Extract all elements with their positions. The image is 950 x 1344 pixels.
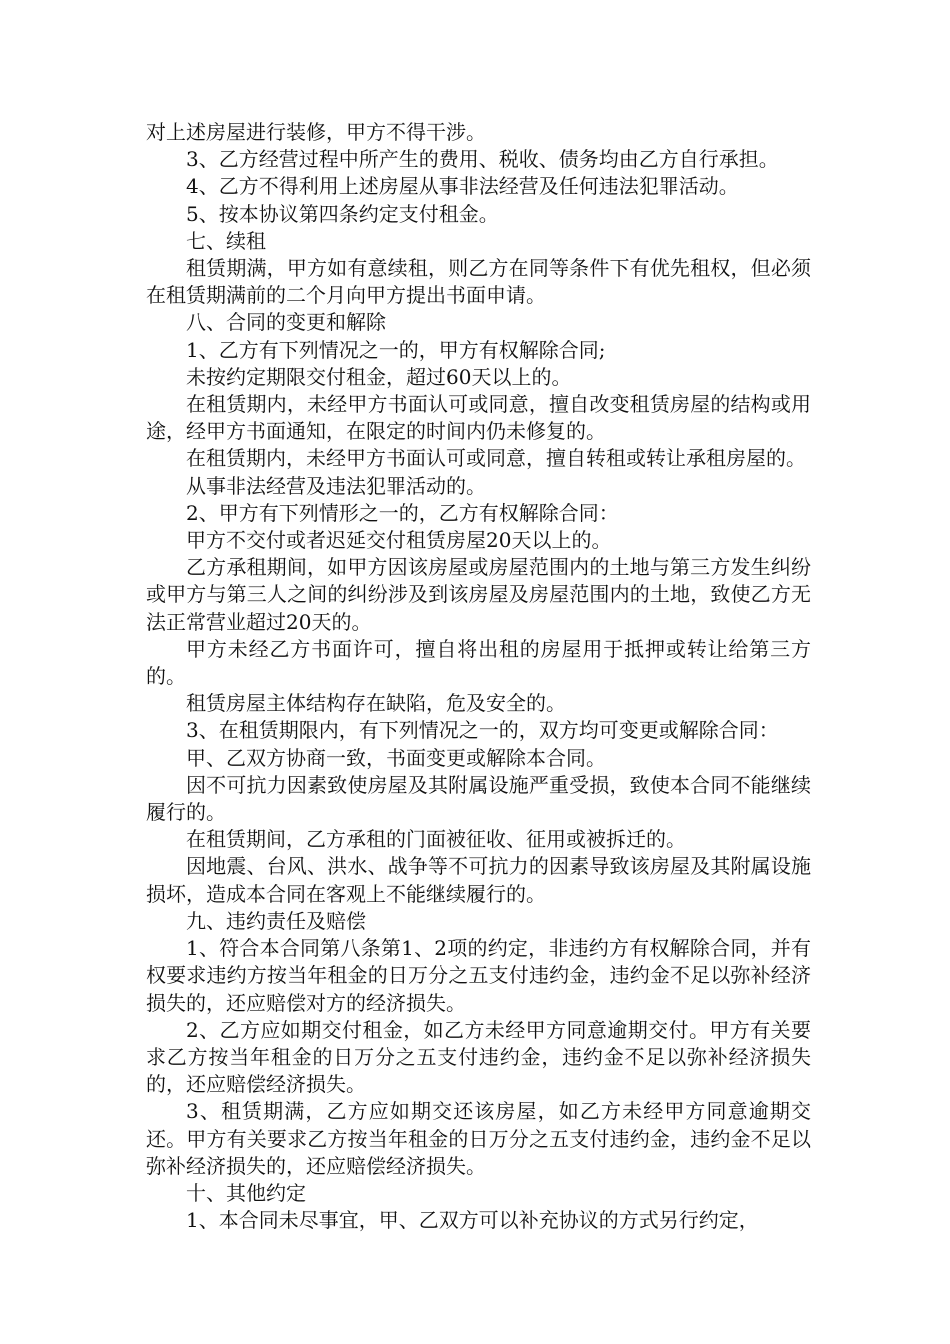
- paragraph: 3、乙方经营过程中所产生的费用、税收、债务均由乙方自行承担。: [186, 147, 779, 172]
- paragraph: 七、续租: [186, 228, 266, 253]
- paragraph: 租赁期满，甲方如有意续租，则乙方在同等条件下有优先租权，但必须在租赁期满前的二个月向甲方提出书面申请。: [146, 256, 811, 308]
- paragraph: 5、按本协议第四条约定支付租金。: [186, 201, 499, 226]
- paragraph: 3、在租赁期限内，有下列情况之一的，双方均可变更或解除合同：: [186, 718, 779, 743]
- paragraph: 因地震、台风、洪水、战争等不可抗力的因素导致该房屋及其附属设施损坏，造成本合同在客观上不能继续履行的。: [146, 854, 811, 906]
- document-body: [146, 119, 811, 1234]
- paragraph: 1、本合同未尽事宜，甲、乙双方可以补充协议的方式另行约定，: [186, 1208, 759, 1233]
- paragraph: 2、乙方应如期交付租金，如乙方未经甲方同意逾期交付。甲方有关要求乙方按当年租金的日万分之五支付违约金，违约金不足以弥补经济损失的，还应赔偿经济损失。: [146, 1017, 811, 1097]
- paragraph: 从事非法经营及违法犯罪活动的。: [186, 473, 486, 498]
- paragraph: 乙方承租期间，如甲方因该房屋或房屋范围内的土地与第三方发生纠纷或甲方与第三人之间的纠纷涉及到该房屋及房屋范围内的土地，致使乙方无法正常营业超过20天的。: [146, 555, 811, 634]
- paragraph: 因不可抗力因素致使房屋及其附属设施严重受损，致使本合同不能继续履行的。: [146, 772, 811, 825]
- paragraph: 在租赁期间，乙方承租的门面被征收、征用或被拆迁的。: [186, 827, 686, 852]
- paragraph: 八、合同的变更和解除: [186, 310, 386, 335]
- paragraph: 甲方未经乙方书面许可，擅自将出租的房屋用于抵押或转让给第三方的。: [146, 636, 811, 689]
- paragraph: 在租赁期内，未经甲方书面认可或同意，擅自转租或转让承租房屋的。: [186, 446, 806, 471]
- paragraph: 对上述房屋进行装修，甲方不得干涉。: [146, 120, 486, 144]
- paragraph: 未按约定期限交付租金，超过60天以上的。: [186, 364, 572, 389]
- paragraph: 十、其他约定: [186, 1180, 306, 1205]
- paragraph: 2、甲方有下列情形之一的，乙方有权解除合同：: [186, 500, 619, 525]
- paragraph: 1、乙方有下列情况之一的，甲方有权解除合同;: [186, 337, 606, 362]
- paragraph: 在租赁期内，未经甲方书面认可或同意，擅自改变租赁房屋的结构或用途，经甲方书面通知，在限定的时间内仍未修复的。: [146, 392, 811, 444]
- paragraph: 3、租赁期满，乙方应如期交还该房屋，如乙方未经甲方同意逾期交还。甲方有关要求乙方按当年租金的日万分之五支付违约金，违约金不足以弥补经济损失的，还应赔偿经济损失。: [146, 1099, 811, 1178]
- paragraph: 甲方不交付或者迟延交付租赁房屋20天以上的。: [186, 528, 612, 553]
- paragraph: 1、符合本合同第八条第1、2项的约定，非违约方有权解除合同，并有权要求违约方按当年租金的日万分之五支付违约金，违约金不足以弥补经济损失的，还应赔偿对方的经济损失。: [146, 936, 811, 1015]
- paragraph: 甲、乙双方协商一致，书面变更或解除本合同。: [186, 745, 606, 770]
- paragraph: 租赁房屋主体结构存在缺陷，危及安全的。: [186, 691, 566, 716]
- paragraph: 九、违约责任及赔偿: [186, 908, 366, 933]
- paragraph: 4、乙方不得利用上述房屋从事非法经营及任何违法犯罪活动。: [186, 174, 739, 199]
